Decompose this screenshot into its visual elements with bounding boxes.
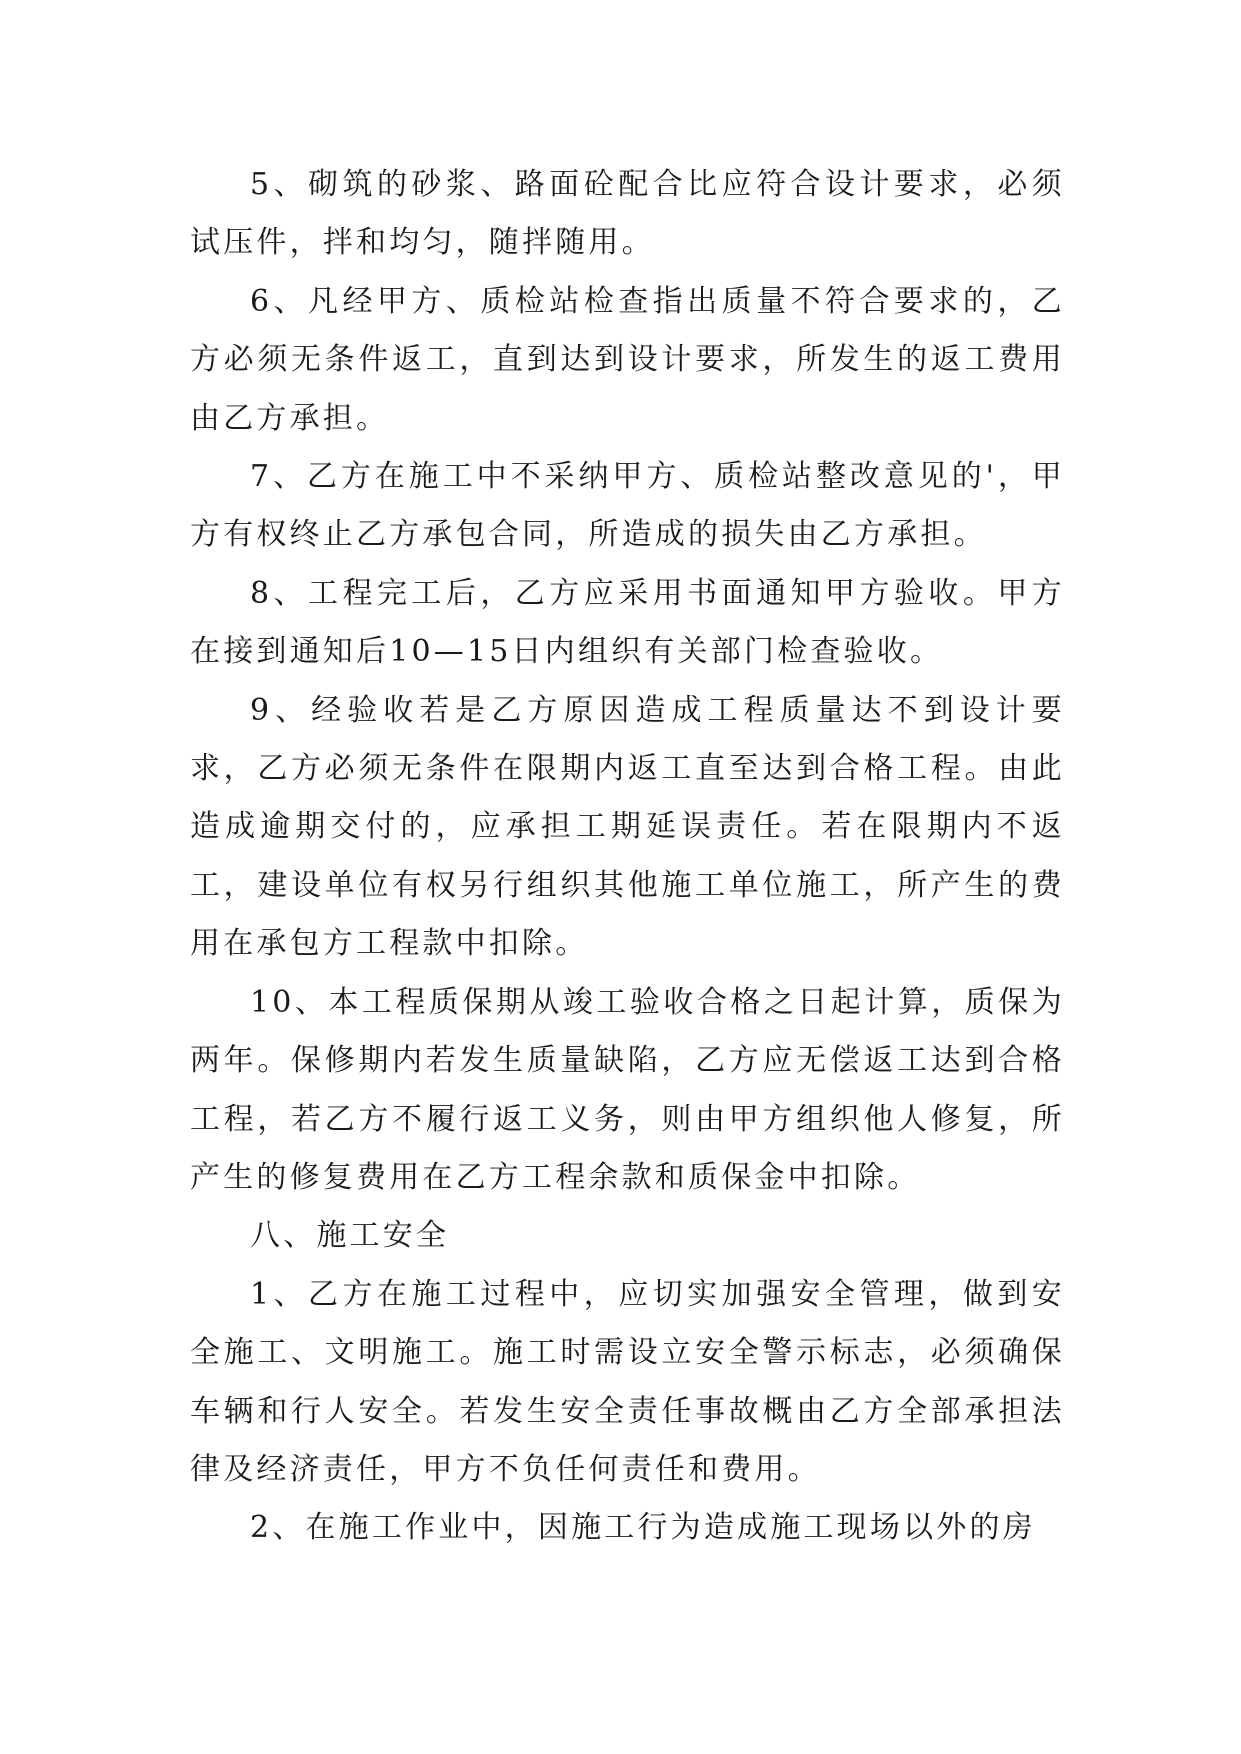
clause-paragraph-7: 7、乙方在施工中不采纳甲方、质检站整改意见的'，甲方有权终止乙方承包合同，所造成的损失由乙方承担。	[190, 459, 1065, 553]
clause-paragraph-8: 8、工程完工后，乙方应采用书面通知甲方验收。甲方在接到通知后10—15日内组织有关部门检查验收。	[190, 575, 1065, 670]
document-body	[190, 156, 1065, 1558]
clause-paragraph-5: 5、砌筑的砂浆、路面砼配合比应符合设计要求，必须试压件，拌和均匀，随拌随用。	[190, 167, 1065, 261]
section-heading-construction-safety: 八、施工安全	[250, 1218, 450, 1254]
clause-paragraph-6: 6、凡经甲方、质检站检查指出质量不符合要求的，乙方必须无条件返工，直到达到设计要求，所发生的返工费用由乙方承担。	[190, 283, 1065, 436]
safety-paragraph-1: 1、乙方在施工过程中，应切实加强安全管理，做到安全施工、文明施工。施工时需设立安全警示标志，必须确保车辆和行人安全。若发生安全责任事故概由乙方全部承担法律及经济责任，甲方不负任何责任和费用。	[190, 1276, 1065, 1487]
clause-paragraph-9: 9、经验收若是乙方原因造成工程质量达不到设计要求，乙方必须无条件在限期内返工直至达到合格工程。由此造成逾期交付的，应承担工期延误责任。若在限期内不返工，建设单位有权另行组织其他施工单位施工，所产生的费用在承包方工程款中扣除。	[190, 692, 1065, 962]
clause-paragraph-10: 10、本工程质保期从竣工验收合格之日起计算，质保为两年。保修期内若发生质量缺陷，乙方应无偿返工达到合格工程，若乙方不履行返工义务，则由甲方组织他人修复，所产生的修复费用在乙方工程余款和质保金中扣除。	[190, 984, 1065, 1195]
safety-paragraph-2: 2、在施工作业中，因施工行为造成施工现场以外的房	[250, 1510, 1036, 1546]
